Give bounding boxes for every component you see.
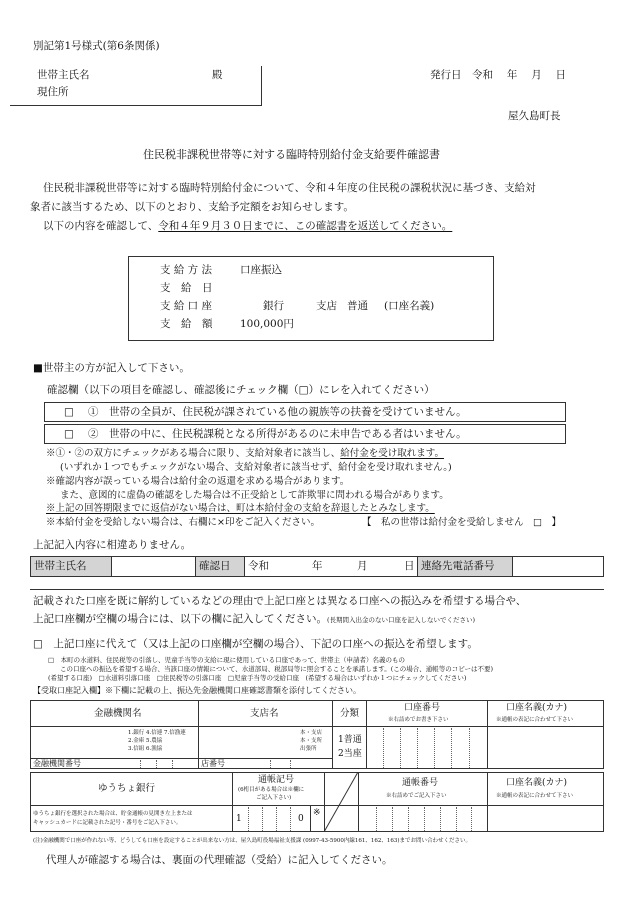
alt-line1: 記載された口座を既に解約しているなどの理由で上記口座とは異なる口座への振込みを希望する場合や、 <box>33 595 527 607</box>
holder-header: 口座名義(カナ) <box>506 703 568 713</box>
sign-phone-field[interactable] <box>512 556 604 577</box>
sign-month: 月 <box>357 560 368 572</box>
intro-line3: 以下の内容を確認して、令和４年９月３０日までに、この確認書を返送してください。 <box>43 220 453 232</box>
issue-date: 発行日 令和 年 月 日 <box>430 69 567 81</box>
inst-types3: 3.信組 6.漁協 <box>128 746 163 752</box>
sign-era: 令和 <box>248 560 269 572</box>
issuer: 屋久島町長 <box>508 110 561 122</box>
acct-no-header: 口座番号 <box>404 703 441 713</box>
check-box-1[interactable]: □ <box>64 406 74 418</box>
inst-types1: 1.銀行 4.信連 7.信漁連 <box>128 730 186 736</box>
yucho-holder-sub: ※通帳の表記に合わせて下さい <box>496 793 574 799</box>
intro-line2: 象者に該当するため、以下のとおり、支給予定額をお知らせします。 <box>30 201 354 213</box>
head-name-label: 世帯主氏名 <box>37 69 90 81</box>
check-text-1: ① 世帯の全員が、住民税が課されている他の親族等の扶養を受けていません。 <box>88 406 467 418</box>
decline-box[interactable]: 【 私の世帯は給付金を受給しません □ 】 <box>362 517 561 528</box>
alt-small1: □ 本町の水道料、住民税等の引落し、児童手当等の支給に現に使用している口座であって、世帯主（申請者）名義のもの <box>48 656 405 664</box>
note-6: ※本給付金を受給しない場合は、右欄に×印をご記入ください。 <box>46 517 320 528</box>
branch-type3: 出張所 <box>300 746 317 752</box>
sign-date-field[interactable] <box>244 556 418 577</box>
diagonal-slash <box>324 772 358 832</box>
alt-line2: 上記口座欄が空欄の場合には、以下の欄に記入してください。(長期間入出金のない口座を記入しないでください) <box>33 613 476 625</box>
branch-type1: 本・支店 <box>300 730 323 736</box>
amount-value: 100,000円 <box>240 318 294 330</box>
branch-header: 支店名 <box>250 708 279 719</box>
note-1: ※①・②の双方にチェックがある場合に限り、支給対象者に該当し、給付金を受け取れます。 <box>46 448 444 459</box>
alt-choice[interactable]: □ 上記口座に代えて（又は上記の口座欄が空欄の場合）、下記の口座への振込を希望します。 <box>33 638 478 650</box>
sign-date-label: 確認日 <box>195 556 245 577</box>
sign-day: 日 <box>404 560 415 572</box>
acct-no-sub: ※右詰めでお書き下さい <box>388 717 449 723</box>
alt-small2: この口座への振込を希望する場合、当該口座の情報について、水道部局、税部局等に照会することを承諾します。(この場合、通帳等のコピーは不要) <box>60 665 494 673</box>
footnote: (注)金融機関で口座が作れない等、どうしても口座を設定することが出来ない方は、屋久島町役場福祉支援課 (0997-43-5900内線161、162、163)までお問い合わせください。 <box>33 838 472 844</box>
head-section-heading: ■世帯主の方が記入して下さい。 <box>33 362 190 374</box>
yucho-symbol: 通帳記号 <box>258 775 295 785</box>
yucho-holder: 口座名義(カナ) <box>506 778 568 788</box>
agree-text: 上記記入内容に相違ありません。 <box>33 539 192 551</box>
yucho-mark: ※ <box>313 808 321 818</box>
address-label: 現住所 <box>37 86 69 98</box>
yucho-digit-1: 1 <box>236 814 242 824</box>
bank-suffix: 銀行 <box>263 300 284 312</box>
yucho-note2: キャッシュカードに記載された記号・番号をご記入下さい。 <box>33 820 182 826</box>
sign-head-label: 世帯主氏名 <box>30 556 112 577</box>
branch-suffix: 支店 <box>316 300 337 312</box>
yucho-number: 通帳番号 <box>402 778 439 788</box>
method-label: 支 給 方 法 <box>160 264 213 276</box>
inst-types2: 2.金庫 5.農協 <box>128 738 163 744</box>
document-title: 住民税非課税世帯等に対する臨時特別給付金支給要件確認書 <box>143 148 440 161</box>
alt-small3: (希望する口座) □水道料引落口座 □住民税等の引落口座 □児童手当等の受給口座 (希望する場合はいずれか１つにチェックしてください) <box>48 674 467 682</box>
sign-phone-label: 連絡先電話番号 <box>417 556 513 577</box>
yucho-note1: ゆうちょ銀行を選択された場合は、貯金通帳の見開き左上または <box>33 811 193 817</box>
account-type: 普通 <box>347 300 368 312</box>
note-4: また、意図的に虚偽の確認をした場合は不正受給として詐欺罪に問われる場合があります。 <box>60 490 449 501</box>
deadline: 令和４年９月３０日までに、この確認書を返送してください。 <box>158 220 453 232</box>
note-5: ※上記の回答期限までに返信がない場合は、町は本給付金の支給を辞退したとみなします。 <box>46 503 435 514</box>
honorific: 殿 <box>212 69 223 81</box>
inst-code-label: 金融機関番号 <box>33 759 81 768</box>
yucho-symbol-sub1: (6桁目がある場合は※欄に <box>238 787 305 793</box>
branch-code-label: 店番号 <box>201 759 225 768</box>
form-number: 別記第1号様式(第6条関係) <box>33 40 160 52</box>
confirm-intro: 確認欄（以下の項目を確認し、確認後にチェック欄（□）にレを入れてください） <box>47 384 435 396</box>
note-2: (いずれか１つでもチェックがない場合、支給対象者に該当せず、給付金を受け取れません。) <box>60 462 452 473</box>
check-text-2: ② 世帯の中に、住民税課税となる所得があるのに未申告である者はいません。 <box>88 428 467 440</box>
yucho-symbol-sub2: ご記入下さい) <box>256 795 292 801</box>
holder-label: (口座名義) <box>384 300 435 312</box>
proxy-note: 代理人が確認する場合は、裏面の代理確認（受給）に記入してください。 <box>46 854 393 866</box>
category-header: 分類 <box>340 708 360 719</box>
holder-sub: ※通帳の表記に合わせて下さい <box>496 717 574 723</box>
branch-type2: 本・支所 <box>300 738 323 744</box>
cat-ordinary[interactable]: 1普通 <box>338 735 362 745</box>
method-value: 口座振込 <box>240 264 282 276</box>
intro-line1: 住民税非課税世帯等に対する臨時特別給付金について、令和４年度の住民税の課税状況に基づき、支給対 <box>43 182 536 194</box>
receipt-heading: 【受取口座記入欄】※下欄に記載の上、振込先金融機関口座確認書類を添付してください。 <box>33 686 361 695</box>
yucho-number-sub: ※右詰めでご記入下さい <box>386 793 447 799</box>
amount-label: 支 給 額 <box>160 318 213 330</box>
yucho-name: ゆうちょ銀行 <box>98 783 156 794</box>
account-label: 支 給 口 座 <box>160 300 213 312</box>
check-box-2[interactable]: □ <box>64 428 74 440</box>
sign-head-field[interactable] <box>111 556 196 577</box>
sign-year: 年 <box>312 560 323 572</box>
cat-current[interactable]: 2当座 <box>338 749 362 759</box>
institution-header: 金融機関名 <box>94 708 142 719</box>
yucho-digit-0: 0 <box>298 814 304 824</box>
pay-date-label: 支 給 日 <box>160 282 213 294</box>
note-3: ※確認内容が誤っている場合は給付金の返還を求める場合があります。 <box>46 476 350 487</box>
divider <box>30 589 604 590</box>
